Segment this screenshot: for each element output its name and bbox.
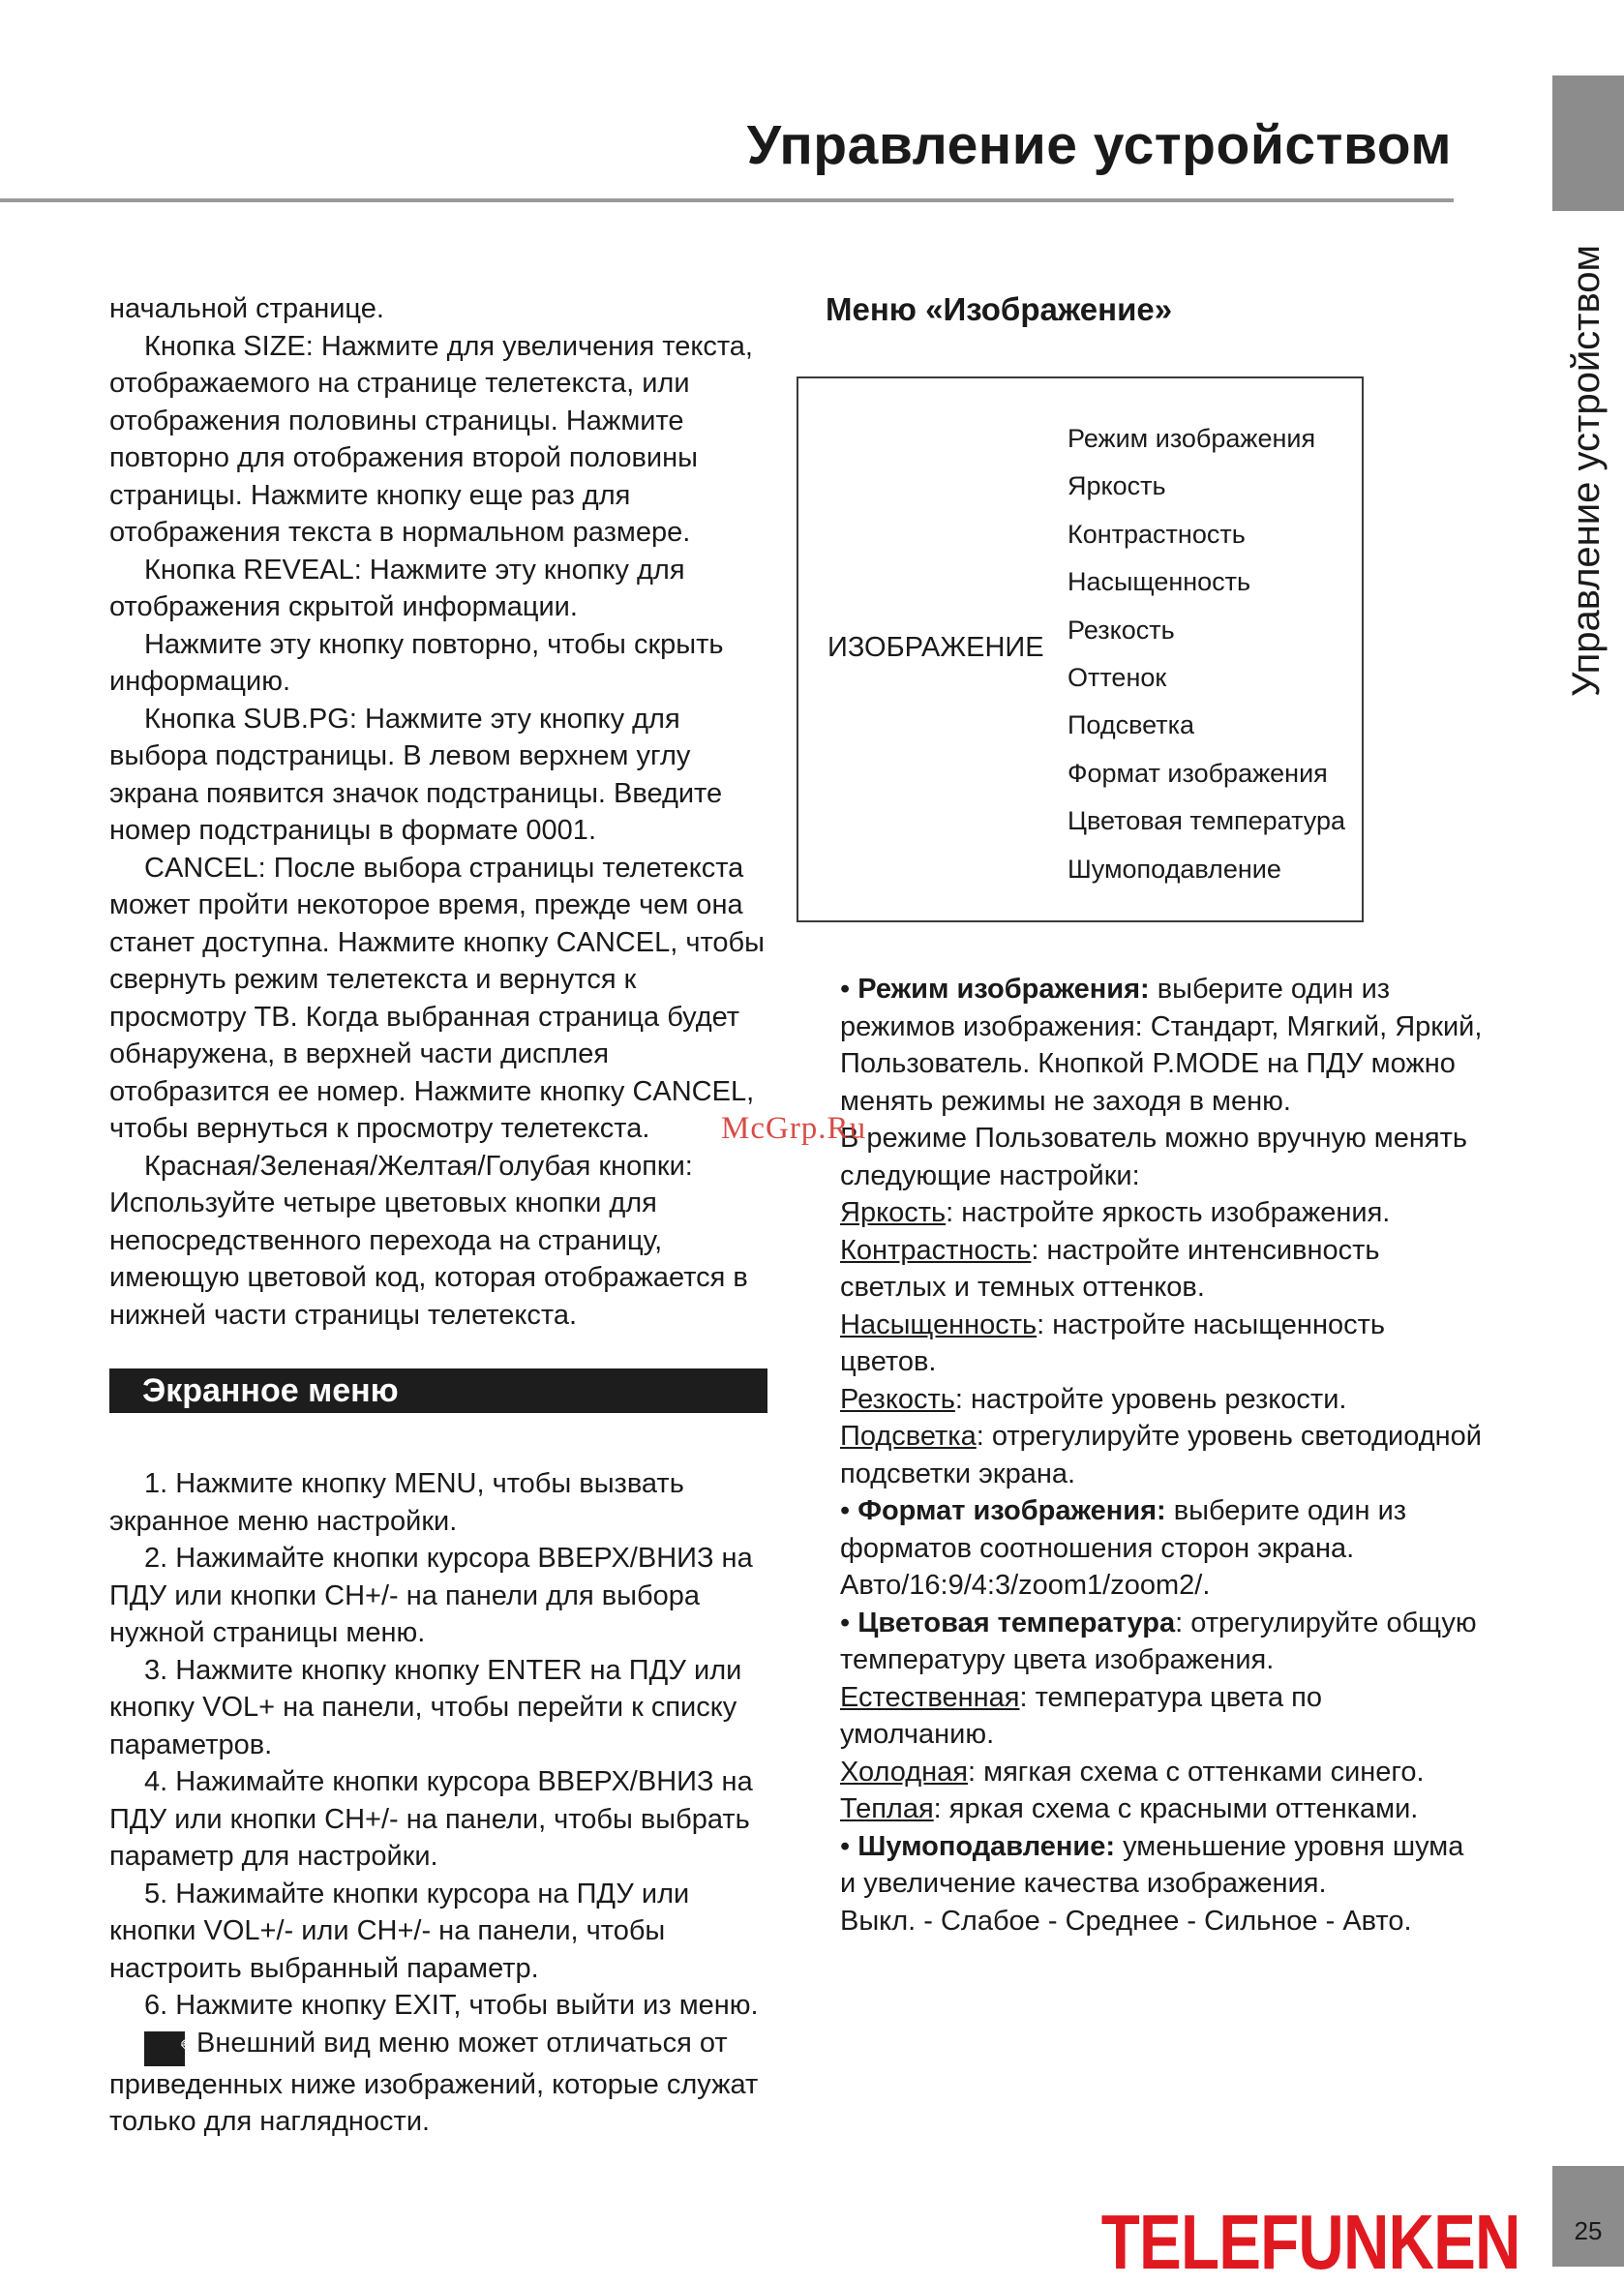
step-item: 1. Нажмите кнопку MENU, чтобы вызвать экранное меню настройки. <box>109 1468 684 1537</box>
bullet-title: Режим изображения: <box>857 974 1150 1005</box>
bullet-color-temperature: • Цветовая температура: отрегулируйте общую температуру цвета изображения. <box>840 1607 1477 1675</box>
option-desc: : яркая схема с красными оттенками. <box>933 1793 1419 1824</box>
menu-item-list <box>1068 415 1345 893</box>
option-line <box>806 1381 1484 1419</box>
option-key: Теплая <box>840 1793 934 1824</box>
left-column <box>109 290 767 2141</box>
option-line <box>806 1679 1484 1754</box>
option-desc: : настройте насыщенность цветов. <box>840 1308 1385 1377</box>
option-key: Резкость <box>840 1383 955 1415</box>
step-item: 3. Нажмите кнопку кнопку ENTER на ПДУ или кнопку VOL+ на панели, чтобы перейти к списку параметров. <box>109 1654 742 1760</box>
step-item: 5. Нажимайте кнопки курсора на ПДУ или кнопки VOL+/- или CH+/- на панели, чтобы настроить выбранный параметр. <box>109 1878 690 1984</box>
bullet-noise-reduction: • Шумоподавление: уменьшение уровня шума и увеличение качества изображения. <box>840 1830 1464 1899</box>
bullet-text: выберите один из форматов соотношения сторон экрана. Авто/16:9/4:3/zoom1/zoom2/. <box>840 1495 1407 1601</box>
option-desc: : настройте яркость изображения. <box>946 1197 1391 1228</box>
watermark: McGrp.Ru <box>721 1111 867 1146</box>
header-divider <box>0 198 1454 202</box>
bullet-picture-mode: • Режим изображения: выберите один из режимов изображения: Стандарт, Мягкий, Яркий, Пользователь. Кнопкой P.MODE на ПДУ можно менять режимы не заходя в меню. <box>840 974 1483 1117</box>
option-line <box>806 1194 1484 1232</box>
option-line <box>806 1418 1484 1492</box>
bullet-text: : отрегулируйте общую температуру цвета изображения. <box>840 1607 1477 1675</box>
menu-item: Цветовая температура <box>1068 806 1346 836</box>
step-item: 4. Нажимайте кнопки курсора ВВЕРХ/ВНИЗ на ПДУ или кнопки CH+/- на панели, чтобы выбрать параметр для настройки. <box>109 1766 753 1872</box>
bullet-text: выберите один из режимов изображения: Стандарт, Мягкий, Яркий, Пользователь. Кнопкой P.MODE на ПДУ можно менять режимы не заходя в меню. <box>840 974 1483 1117</box>
option-desc: : мягкая схема с оттенками синего. <box>968 1756 1425 1788</box>
page-number: 25 <box>1574 2216 1603 2245</box>
noise-levels: Выкл. - Слабое - Среднее - Сильное - Авто. <box>840 1905 1412 1937</box>
page-title: Управление устройством <box>746 114 1452 176</box>
note-paragraph <box>109 2025 767 2141</box>
option-key: Подсветка <box>840 1421 977 1452</box>
option-line <box>806 1754 1484 1791</box>
menu-box-label: ИЗОБРАЖЕНИЕ <box>827 632 1044 663</box>
option-desc: : настройте уровень резкости. <box>954 1383 1347 1415</box>
section-title-osd-menu: Экранное меню <box>109 1368 767 1413</box>
paragraph-size-button: Кнопка SIZE: Нажмите для увеличения текста, отображаемого на странице телетекста, или отображения половины страницы. Нажмите повторно для отображения второй половины страницы. Нажмите кнопку еще раз для отображения текста в нормальном размере. <box>109 330 753 548</box>
step-item: 2. Нажимайте кнопки курсора ВВЕРХ/ВНИЗ на ПДУ или кнопки CH+/- на панели для выбора нужной страницы меню. <box>109 1543 753 1648</box>
paragraph-subpg-button: Кнопка SUB.PG: Нажмите эту кнопку для выбора подстраницы. В левом верхнем углу экрана появится значок подстраницы. Введите номер подстраницы в формате 0001. <box>109 703 723 846</box>
menu-item: Шумоподавление <box>1068 854 1281 884</box>
menu-item: Контрастность <box>1068 519 1246 549</box>
option-desc: : отрегулируйте уровень светодиодной подсветки экрана. <box>840 1421 1482 1489</box>
step-item: 6. Нажмите кнопку EXIT, чтобы выйти из меню. <box>144 1990 759 2021</box>
side-section-title: Управление устройством <box>1565 244 1608 697</box>
brand-logo: TELEFUNKEN <box>1100 2199 1520 2285</box>
note-text: Внешний вид меню может отличаться от приведенных ниже изображений, которые служат только для наглядности. <box>109 2027 759 2137</box>
option-line <box>806 1232 1484 1307</box>
option-line <box>806 1307 1484 1381</box>
picture-menu-heading: Меню «Изображение» <box>826 291 1173 327</box>
paragraph-reveal-button: Кнопка REVEAL: Нажмите эту кнопку для отображения скрытой информации. <box>109 554 685 622</box>
bullet-title: Формат изображения: <box>857 1495 1166 1526</box>
menu-item: Яркость <box>1068 471 1166 501</box>
option-desc: : настройте интенсивность светлых и темных оттенков. <box>840 1234 1380 1303</box>
bullet-title: Шумоподавление: <box>857 1830 1116 1862</box>
paragraph: Нажмите эту кнопку повторно, чтобы скрыть информацию. <box>109 628 724 697</box>
menu-item: Резкость <box>1068 615 1175 645</box>
menu-item: Формат изображения <box>1068 758 1328 788</box>
menu-item: Оттенок <box>1068 662 1167 692</box>
option-key: Яркость <box>840 1197 947 1228</box>
bullet-title: Цветовая температура <box>857 1607 1176 1639</box>
right-column <box>806 971 1484 1939</box>
option-key: Насыщенность <box>840 1308 1038 1340</box>
menu-item: Режим изображения <box>1068 424 1316 453</box>
user-mode-note: В режиме Пользователь можно вручную менять следующие настройки: <box>840 1123 1467 1191</box>
bullet-text: уменьшение уровня шума и увеличение качества изображения. <box>840 1830 1464 1899</box>
note-pen-icon: ✎ <box>144 2031 185 2066</box>
paragraph: начальной странице. <box>109 293 384 324</box>
menu-item: Подсветка <box>1068 710 1195 740</box>
bullet-aspect-format: • Формат изображения: выберите один из форматов соотношения сторон экрана. Авто/16:9/4:3/zoom1/zoom2/. <box>840 1495 1407 1601</box>
picture-menu-diagram <box>797 376 1364 922</box>
option-line <box>806 1790 1484 1828</box>
side-tab-marker <box>1552 75 1624 211</box>
option-key: Холодная <box>840 1756 969 1788</box>
paragraph-cancel: CANCEL: После выбора страницы телетекста может пройти некоторое время, прежде чем она станет доступна. Нажмите кнопку CANCEL, чтобы свернуть режим телетекста и вернутся к просмотру ТВ. Когда выбранная страница будет обнаружена, в верхней части дисплея отобразится ее номер. Нажмите кнопку CANCEL, чтобы вернуться к просмотру телетекста. <box>109 852 765 1144</box>
option-key: Естественная <box>840 1681 1020 1713</box>
option-desc: : температура цвета по умолчанию. <box>840 1681 1322 1750</box>
menu-item: Насыщенность <box>1068 567 1251 597</box>
paragraph-color-buttons: Красная/Зеленая/Желтая/Голубая кнопки: Используйте четыре цветовых кнопки для непосредственного перехода на страницу, имеющую цветовой код, которая отображается в нижней части страницы телетекста. <box>109 1150 748 1331</box>
option-key: Контрастность <box>840 1234 1032 1266</box>
